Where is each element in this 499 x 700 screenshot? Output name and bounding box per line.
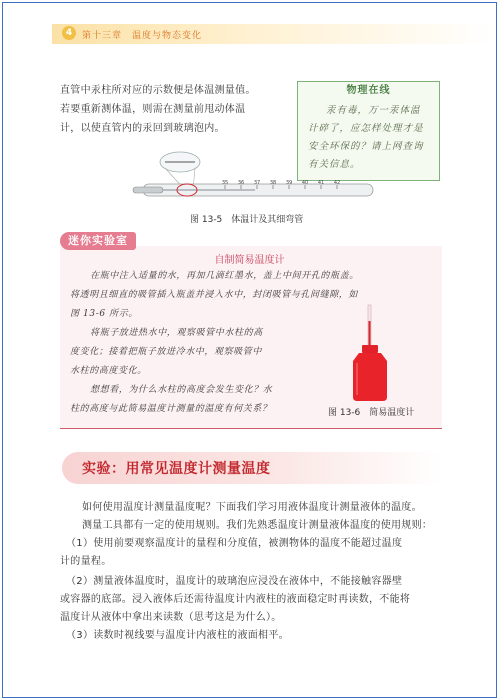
online-line-3: 安全环保的？请上网查询 xyxy=(308,141,424,152)
online-line-1: 汞有毒，万一汞体温 xyxy=(326,105,421,116)
scale-label: 39 xyxy=(285,180,293,186)
mini-lab-tag: 迷你实验室 xyxy=(60,232,136,250)
thermometer-bulb xyxy=(133,187,163,193)
exp-line-5: （2）测量液体温度时，温度计的玻璃泡应浸没在液体中，不能接触容器壁 xyxy=(66,576,403,587)
experiment-title: 实验：用常见温度计测量温度 xyxy=(82,461,271,477)
mini-lab-line-4: 将瓶子放进热水中，观察吸管中水柱的高 xyxy=(90,328,263,338)
online-line-4: 有关信息。 xyxy=(308,159,361,170)
scale-label: 41 xyxy=(317,180,325,186)
scale-label: 38 xyxy=(269,180,277,186)
exp-line-1: 如何使用温度计测量温度呢？下面我们学习用液体温度计测量液体的温度。 xyxy=(82,502,422,513)
scale-label: 40 xyxy=(301,180,309,186)
bottle-cap xyxy=(362,345,378,353)
page-number: 4 xyxy=(62,26,76,40)
scale-label: 35 xyxy=(221,180,229,186)
exp-line-3: （1）使用前要观察温度计的量程和分度值，被测物体的温度不能超过温度 xyxy=(66,538,403,549)
figure-13-6-caption: 图 13-6 简易温度计 xyxy=(328,408,415,418)
chapter-title: 第十三章 温度与物态变化 xyxy=(82,31,203,41)
exp-line-2: 测量工具都有一定的使用规则。我们先熟悉温度计测量液体温度的使用规则： xyxy=(82,520,433,531)
exp-line-6: 或容器的底部。浸入液体后还需待温度计内液柱的液面稳定时再读数，不能将 xyxy=(60,594,411,605)
simple-thermometer-figure xyxy=(345,303,395,403)
mini-lab-line-5: 度变化；接着把瓶子放进冷水中，观察吸管中 xyxy=(70,347,263,357)
intro-line-2: 若要重新测体温，则需在测量前甩动体温 xyxy=(60,104,246,115)
mini-lab-line-8: 柱的高度与此简易温度计测量的温度有何关系？ xyxy=(70,404,272,414)
mini-lab-line-3: 图 13-6 所示。 xyxy=(70,309,138,319)
scale-label: 37 xyxy=(253,180,261,186)
physics-online-title: 物理在线 xyxy=(343,85,395,96)
figure-13-5-caption: 图 13-5 体温计及其细弯管 xyxy=(190,215,304,225)
online-line-2: 计碎了，应怎样处理才是 xyxy=(308,123,424,134)
mini-lab-title: 自制简易温度计 xyxy=(214,255,285,266)
exp-line-8: （3）读数时视线要与温度计内液柱的液面相平。 xyxy=(66,630,289,641)
scale-label: 42 xyxy=(333,180,341,186)
mini-lab-line-2: 将透明且细直的吸管插入瓶盖并浸入水中，封闭吸管与孔间缝隙，如 xyxy=(70,290,359,300)
scale-label: 36 xyxy=(237,180,245,186)
exp-line-4: 计的量程。 xyxy=(60,556,112,567)
mini-lab-line-6: 水柱的高度变化。 xyxy=(70,366,147,376)
intro-line-3: 计，以使直管内的汞回到玻璃泡内。 xyxy=(60,123,225,134)
mini-lab-line-1: 在瓶中注入适量的水，再加几滴红墨水，盖上中间开孔的瓶盖。 xyxy=(90,271,359,281)
mini-lab-line-7: 想想看，为什么水柱的高度会发生变化？水 xyxy=(90,385,273,395)
exp-line-7: 温度计从液体中拿出来读数（思考这是为什么）。 xyxy=(60,612,282,623)
bottle xyxy=(353,353,387,401)
intro-line-1: 直管中汞柱所对应的示数便是体温测量值。 xyxy=(60,85,256,96)
clinical-thermometer-figure xyxy=(125,148,385,208)
